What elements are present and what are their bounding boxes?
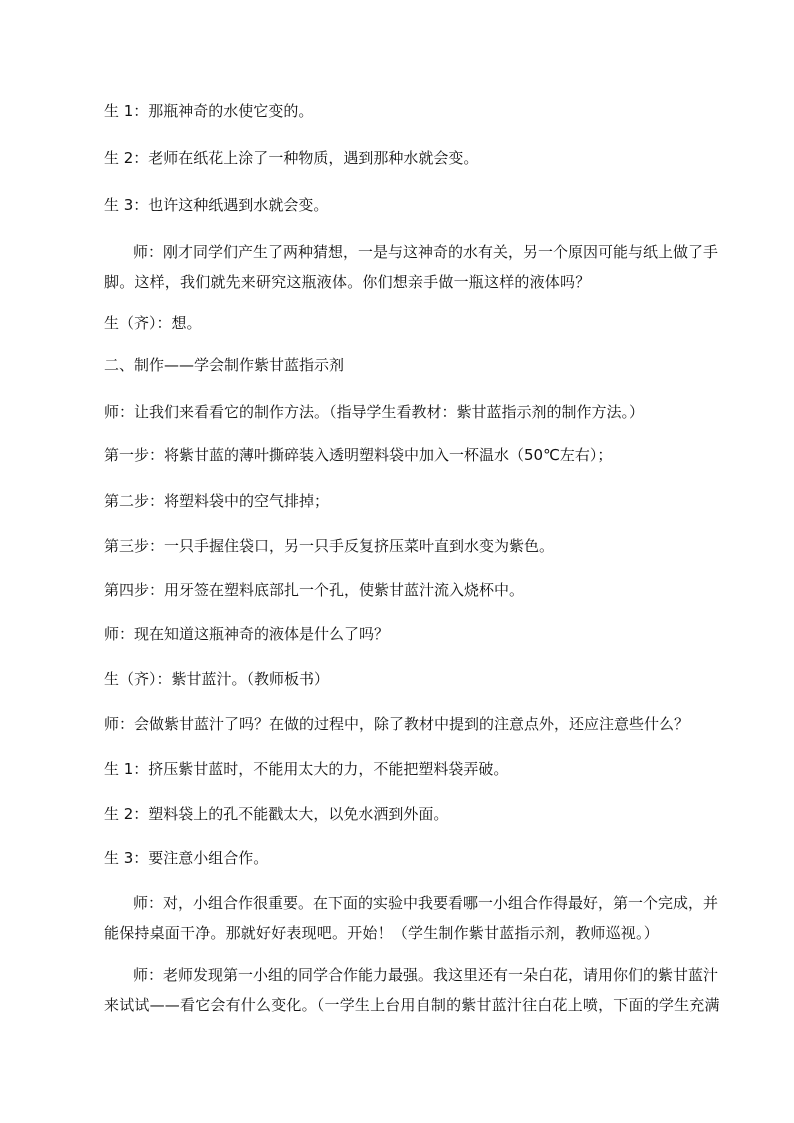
dialogue-line: 师：让我们来看看它的制作方法。（指导学生看教材：紫甘蓝指示剂的制作方法。） — [104, 403, 645, 421]
section-heading: 二、制作——学会制作紫甘蓝指示剂 — [104, 356, 345, 374]
dialogue-line: 生 2：塑料袋上的孔不能戳太大，以免水洒到外面。 — [104, 805, 449, 823]
dialogue-line: 生 1：挤压紫甘蓝时，不能用太大的力，不能把塑料袋弄破。 — [104, 760, 509, 778]
dialogue-line-continuation: 能保持桌面干净。那就好好表现吧。开始！（学生制作紫甘蓝指示剂，教师巡视。） — [104, 924, 659, 942]
dialogue-line-continuation: 来试试——看它会有什么变化。（一学生上台用自制的紫甘蓝汁往白花上喷，下面的学生充满 — [104, 996, 720, 1014]
dialogue-line: 生 1：那瓶神奇的水使它变的。 — [104, 102, 314, 120]
dialogue-line: 师：刚才同学们产生了两种猜想，一是与这神奇的水有关，另一个原因可能与纸上做了手 — [133, 243, 719, 261]
dialogue-line: 生（齐）：想。 — [104, 314, 202, 332]
dialogue-line: 生 3：要注意小组合作。 — [104, 849, 269, 867]
dialogue-line: 生 2：老师在纸花上涂了一种物质，遇到那种水就会变。 — [104, 149, 479, 167]
step-line: 第二步：将塑料袋中的空气排掉； — [104, 492, 330, 510]
dialogue-line-continuation: 脚。这样，我们就先来研究这瓶液体。你们想亲手做一瓶这样的液体吗？ — [104, 273, 591, 291]
dialogue-line: 师：会做紫甘蓝汁了吗？在做的过程中，除了教材中提到的注意点外，还应注意些什么？ — [104, 715, 690, 733]
dialogue-line: 生（齐）：紫甘蓝汁。（教师板书） — [104, 670, 330, 688]
step-line: 第一步：将紫甘蓝的薄叶撕碎装入透明塑料袋中加入一杯温水（50℃左右）； — [104, 446, 613, 464]
step-line: 第三步：一只手握住袋口，另一只手反复挤压菜叶直到水变为紫色。 — [104, 537, 555, 555]
dialogue-line: 师：对，小组合作很重要。在下面的实验中我要看哪一小组合作得最好，第一个完成，并 — [133, 894, 719, 912]
step-line: 第四步：用牙签在塑料底部扎一个孔，使紫甘蓝汁流入烧杯中。 — [104, 581, 525, 599]
dialogue-line: 师：现在知道这瓶神奇的液体是什么了吗？ — [104, 625, 390, 643]
dialogue-line: 生 3：也许这种纸遇到水就会变。 — [104, 196, 329, 214]
dialogue-line: 师：老师发现第一小组的同学合作能力最强。我这里还有一朵白花，请用你们的紫甘蓝汁 — [133, 966, 719, 984]
